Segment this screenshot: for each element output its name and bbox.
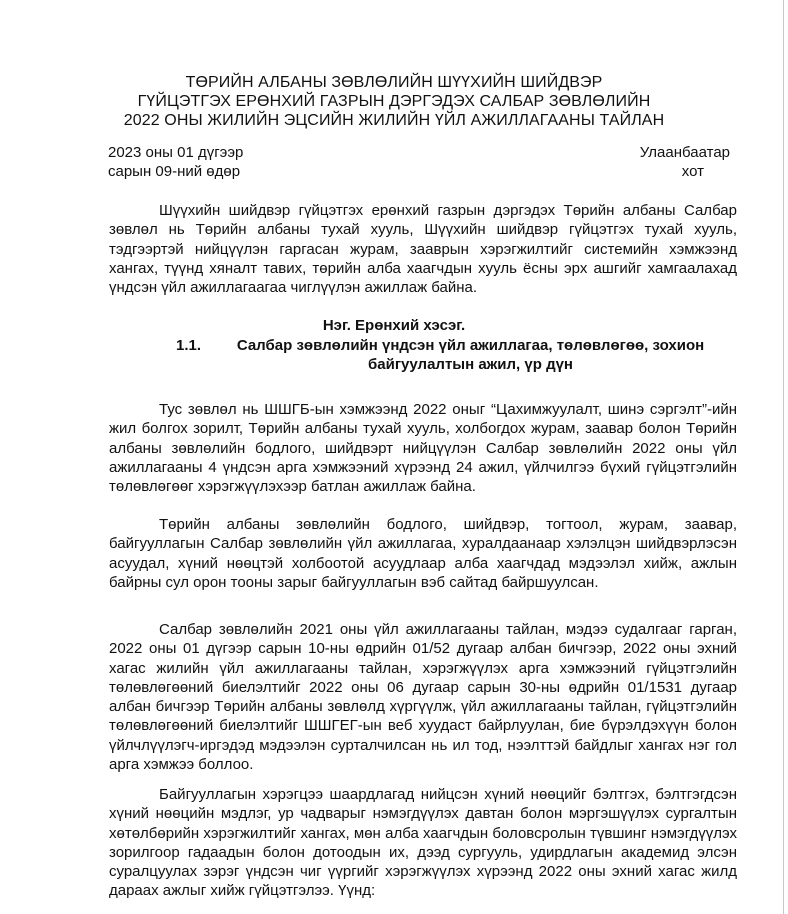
- body-paragraph-1: Тус зөвлөл нь ШШГБ-ын хэмжээнд 2022 оныг “Цахимжуулалт, шинэ сэргэлт”-ийн жил болгох зорилт, Төрийн албаны тухай хууль, холбогдох журам, заавар болон Төрийн албаны зөвлөлийн бодлого, шийдвэрт нийцүүлэн Салбар зөвлөлийн 2022 оны үйл ажиллагааны 4 үндсэн арга хэмжээний хүрээнд 24 ажил, үйлчилгээ бүхий гүйцэтгэлийн төлөвлөгөөг хэрэгжүүлэхээр батлан ажиллаж байна.: [109, 401, 737, 496]
- header-line-3: 2022 ОНЫ ЖИЛИЙН ЭЦСИЙН ЖИЛИЙН ҮЙЛ АЖИЛЛАГААНЫ ТАЙЛАН: [123, 112, 665, 129]
- report-city: [640, 143, 730, 181]
- subsection-number: 1.1.: [176, 337, 202, 354]
- city-line-2: хот: [681, 163, 704, 180]
- page-edge-line: [783, 0, 784, 914]
- date-line-2: сарын 09-ний өдөр: [108, 163, 241, 180]
- report-date: [108, 143, 243, 181]
- report-header: [0, 73, 788, 130]
- section-title: Нэг. Ерөнхий хэсэг.: [322, 317, 466, 334]
- header-line-1: ТӨРИЙН АЛБАНЫ ЗӨВЛӨЛИЙН ШҮҮХИЙН ШИЙДВЭР: [185, 74, 603, 91]
- body-paragraph-3: Салбар зөвлөлийн 2021 оны үйл ажиллагааны тайлан, мэдээ судалгааг гарган, 2022 оны 01 дүгээр сарын 10-ны өдрийн 01/52 дугаар албан бичгээр, 2022 оны эхний хагас жилийн үйл ажиллагааны тайлан, хэрэгжүүлэх арга хэмжээний гүйцэтгэлийн төлөвлөгөөний биелэлтийг 2022 оны 06 дугаар сарын 30-ны өдрийн 01/1531 дугаар албан бичгээр Төрийн албаны зөвлөлд хүргүүлж, үйл ажиллагааны тайлан, гүйцэтгэлийн төлөвлөгөөний биелэлтийг ШШГЕГ-ын веб хуудаст байрлуулан, бие бүрэлдэхүүн болон үйлчлүүлэгч-иргэдэд мэдээлэн сурталчилсан нь ил тод, нээлттэй байдлыг хангах нэг гол арга хэмжээ боллоо.: [109, 621, 737, 774]
- intro-paragraph: Шүүхийн шийдвэр гүйцэтгэх ерөнхий газрын дэргэдэх Төрийн албаны Салбар зөвлөл нь Төрийн албаны тухай хууль, Шүүхийн шийдвэр гүйцэтгэх тухай хууль, тэдгээртэй нийцүүлэн гаргасан журам, зааврын хэрэгжилтийг системийн хэмжээнд хангах, түүнд хяналт тавих, төрийн алба хаагчдын хууль ёсны эрх ашгийг хамгаалахад үндсэн үйл ажиллагаагаа чиглүүлэн ажиллаж байна.: [109, 202, 737, 297]
- subsection-heading: [176, 336, 736, 374]
- body-paragraph-2: Төрийн албаны зөвлөлийн бодлого, шийдвэр, тогтоол, журам, заавар, байгууллагын Салбар зөвлөлийн үйл ажиллагаа, хуралдаанаар хэлэлцэн шийдвэрлэсэн асуудал, хүний нөөцтэй холбоотой асуудлаар алба хаагчдад мэдээлэл хийж, ажлын байрны сул орон тооны зарыг байгууллагын вэб сайтад байршуулсан.: [109, 516, 737, 591]
- body-paragraph-4: Байгууллагын хэрэгцээ шаардлагад нийцсэн хүний нөөцийг бэлтгэх, бэлтгэгдсэн хүний нөөцийн мэдлэг, ур чадварыг нэмэгдүүлэх давтан болон мэргэшүүлэх сургалтын хөтөлбөрийн хэрэгжилтийг хангах, мөн алба хаагчдын боловсролын түвшинг нэмэгдүүлэх зорилгоор гадаадын болон дотоодын их, дээд сургууль, удирдлагын академид элсэн суралцуулах зэрэг үндсэн чиг үүргийг хэрэгжүүлэх хүрээнд 2022 оны эхний хагас жилд дараах ажлыг хийж гүйцэтгэлээ. Үүнд:: [109, 786, 737, 900]
- date-line-1: 2023 оны 01 дүгээр: [108, 144, 244, 161]
- subsection-title: Салбар зөвлөлийн үндсэн үйл ажиллагаа, төлөвлөгөө, зохион байгуулалтын ажил, үр дүн: [236, 337, 705, 373]
- header-line-2: ГҮЙЦЭТГЭХ ЕРӨНХИЙ ГАЗРЫН ДЭРГЭДЭХ САЛБАР ЗӨВЛӨЛИЙН: [137, 93, 651, 110]
- city-line-1: Улаанбаатар: [639, 144, 730, 161]
